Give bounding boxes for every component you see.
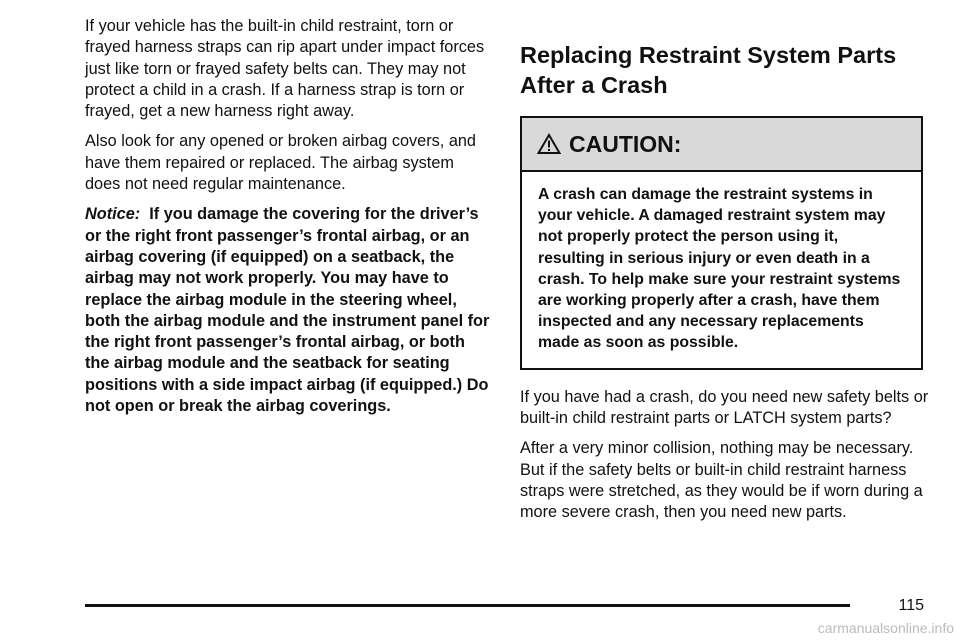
crash-question-paragraph: If you have had a crash, do you need new safety belts or built-in child restraint parts or LATCH system parts? — [520, 387, 929, 427]
section-heading: Replacing Restraint System Parts After a Crash — [520, 42, 897, 98]
airbag-covers-paragraph: Also look for any opened or broken airbag covers, and have them repaired or replaced. The airbag system does not need regular maintenance. — [85, 132, 476, 194]
notice-text: If you damage the covering for the driver’s or the right front passenger’s frontal airbag, or an airbag covering (if equipped) on a seatback, the airbag may not work properly. You may have to replace the airbag module in the steering wheel, both the airbag module and the instrument panel for the right front passenger’s frontal airbag, or both the airbag module and the seatback for seating positions with a side impact airbag (if equipped.) Do not open or break the airbag coverings. — [85, 205, 490, 416]
caution-box — [520, 116, 923, 370]
left-column — [85, 16, 490, 426]
minor-collision-paragraph: After a very minor collision, nothing may be necessary. But if the safety belts or built-in child restraint harness straps were stretched, as they would be if worn during a more severe crash, then you need new parts. — [520, 439, 923, 522]
caution-title: CAUTION: — [569, 130, 682, 157]
caution-header — [522, 118, 921, 172]
notice-paragraph — [85, 204, 490, 417]
right-column — [520, 40, 929, 532]
right-paragraphs — [520, 387, 930, 524]
footer-rule — [85, 604, 850, 607]
watermark: carmanualsonline.info — [817, 620, 954, 636]
caution-body: A crash can damage the restraint systems in your vehicle. A damaged restraint system may not properly protect the person using it, resulting in serious injury or even death in a crash. To help make sure your restraint systems are working properly after a crash, have them inspected and any necessary replacements made as soon as possible. — [538, 186, 901, 352]
child-restraint-paragraph: If your vehicle has the built-in child restraint, torn or frayed harness straps can rip apart under impact forces just like torn or frayed safety belts can. They may not protect a child in a crash. If a harness strap is torn or frayed, get a new harness right away. — [85, 17, 485, 121]
caution-triangle-icon — [537, 133, 561, 155]
notice-label: Notice: — [85, 205, 141, 224]
page-number: 115 — [898, 597, 924, 614]
